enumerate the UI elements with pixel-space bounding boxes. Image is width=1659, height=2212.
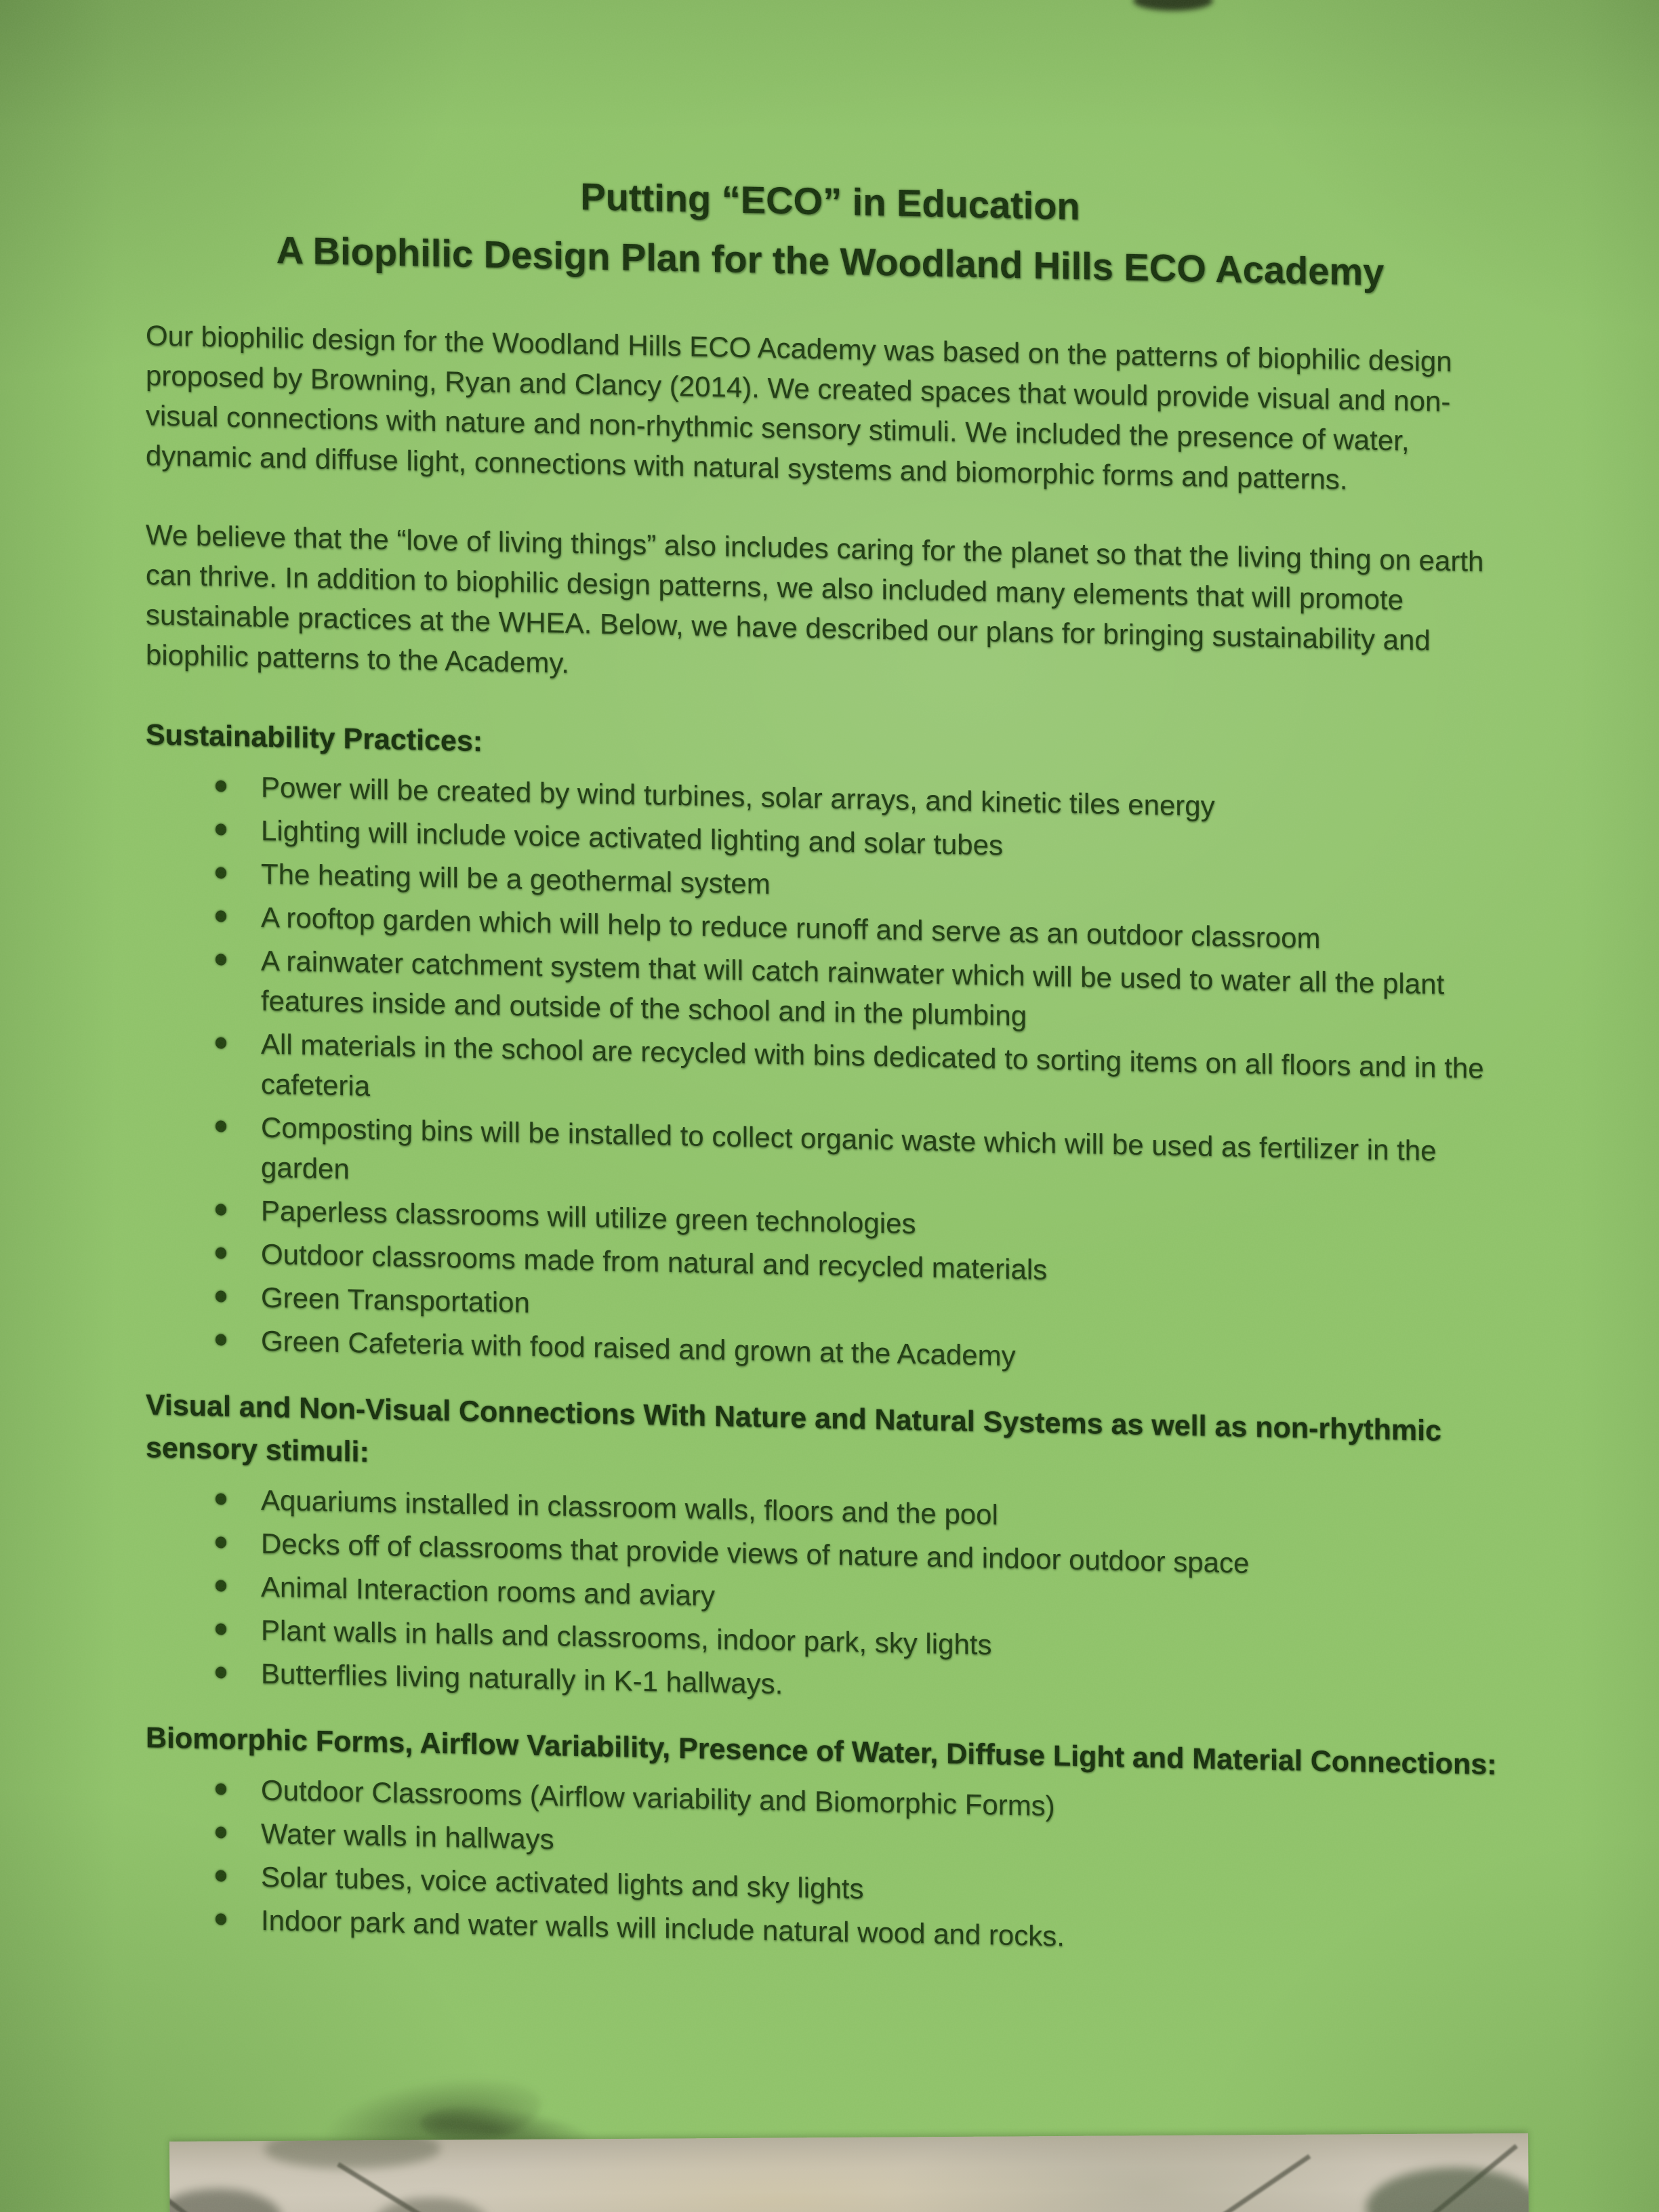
list-item: Decks off of classrooms that provide views of nature and indoor outdoor space	[261, 1523, 1515, 1589]
document-title	[146, 158, 1515, 305]
pencil-shading	[169, 2188, 282, 2212]
list-item: Composting bins will be installed to collect organic waste which will be used as fertilizer in the garden	[261, 1107, 1515, 1212]
bullet-list	[146, 1477, 1515, 1719]
list-item: Outdoor Classrooms (Airflow variability and Biomorphic Forms)	[261, 1770, 1515, 1835]
title-line-2: A Biophilic Design Plan for the Woodland Hills ECO Academy	[276, 228, 1385, 293]
list-item: Green Cafeteria with food raised and grown at the Academy	[261, 1321, 1515, 1386]
pencil-shading	[1366, 2167, 1528, 2212]
list-item: Solar tubes, voice activated lights and sky lights	[261, 1857, 1515, 1922]
pencil-sketch-paper-edge	[169, 2133, 1529, 2212]
list-item: Green Transportation	[261, 1277, 1515, 1343]
section-sustainability-practices	[146, 714, 1515, 1386]
section-heading: Biomorphic Forms, Airflow Variability, Presence of Water, Diffuse Light and Material Connections:	[146, 1721, 1497, 1782]
bullet-list	[146, 764, 1515, 1386]
list-item: A rainwater catchment system that will catch rainwater which will be used to water all the plant features inside and outside of the school and in the plumbing	[261, 941, 1515, 1046]
list-item: The heating will be a geothermal system	[261, 854, 1515, 919]
list-item: Aquariums installed in classroom walls, floors and the pool	[261, 1480, 1515, 1545]
list-item: Indoor park and water walls will include natural wood and rocks.	[261, 1900, 1515, 1965]
list-item: Outdoor classrooms made from natural and recycled materials	[261, 1234, 1515, 1299]
list-item: A rooftop garden which will help to reduce runoff and serve as an outdoor classroom	[261, 897, 1515, 962]
list-item: Butterflies living naturally in K-1 hallways.	[261, 1654, 1515, 1719]
intro-paragraph-1: Our biophilic design for the Woodland Hills ECO Academy was based on the patterns of biophilic design proposed by Browning, Ryan and Clancy (2014). We created spaces that would provide visual and non-visual connections with nature and non-rhythmic sensory stimuli. We included the presence of water, dynamic and diffuse light, connections with natural systems and biomorphic forms and patterns.	[146, 319, 1452, 495]
list-item: Plant walls in halls and classrooms, indoor park, sky lights	[261, 1610, 1515, 1675]
intro-paragraph-2: We believe that the “love of living things” also includes caring for the planet so that the living thing on earth can thrive. In addition to biophilic design patterns, we also included many elements that will promote sustainable practices at the WHEA. Below, we have described our plans for bringing sustainability and biophilic patterns to the Academy.	[146, 518, 1484, 679]
bullet-list	[146, 1767, 1515, 1965]
list-item: Paperless classrooms will utilize green technologies	[261, 1191, 1515, 1256]
section-heading: Visual and Non-Visual Connections With Nature and Natural Systems as well as non-rhythmic sensory stimuli:	[146, 1389, 1441, 1469]
list-item: Water walls in hallways	[261, 1814, 1515, 1879]
pencil-stroke	[1202, 2154, 1311, 2212]
list-item: All materials in the school are recycled with bins dedicated to sorting items on all floors and in the cafeteria	[261, 1024, 1515, 1129]
list-item: Power will be created by wind turbines, solar arrays, and kinetic tiles energy	[261, 767, 1515, 832]
section-heading: Sustainability Practices:	[146, 718, 483, 758]
title-line-1: Putting “ECO” in Education	[580, 175, 1080, 228]
dark-smudge-mark	[1133, 0, 1213, 11]
section-visual-connections	[146, 1384, 1515, 1719]
section-biomorphic-forms	[146, 1717, 1515, 1965]
list-item: Lighting will include voice activated lighting and solar tubes	[261, 811, 1515, 876]
list-item: Animal Interaction rooms and aviary	[261, 1567, 1515, 1632]
printed-page-content	[102, 157, 1559, 1969]
